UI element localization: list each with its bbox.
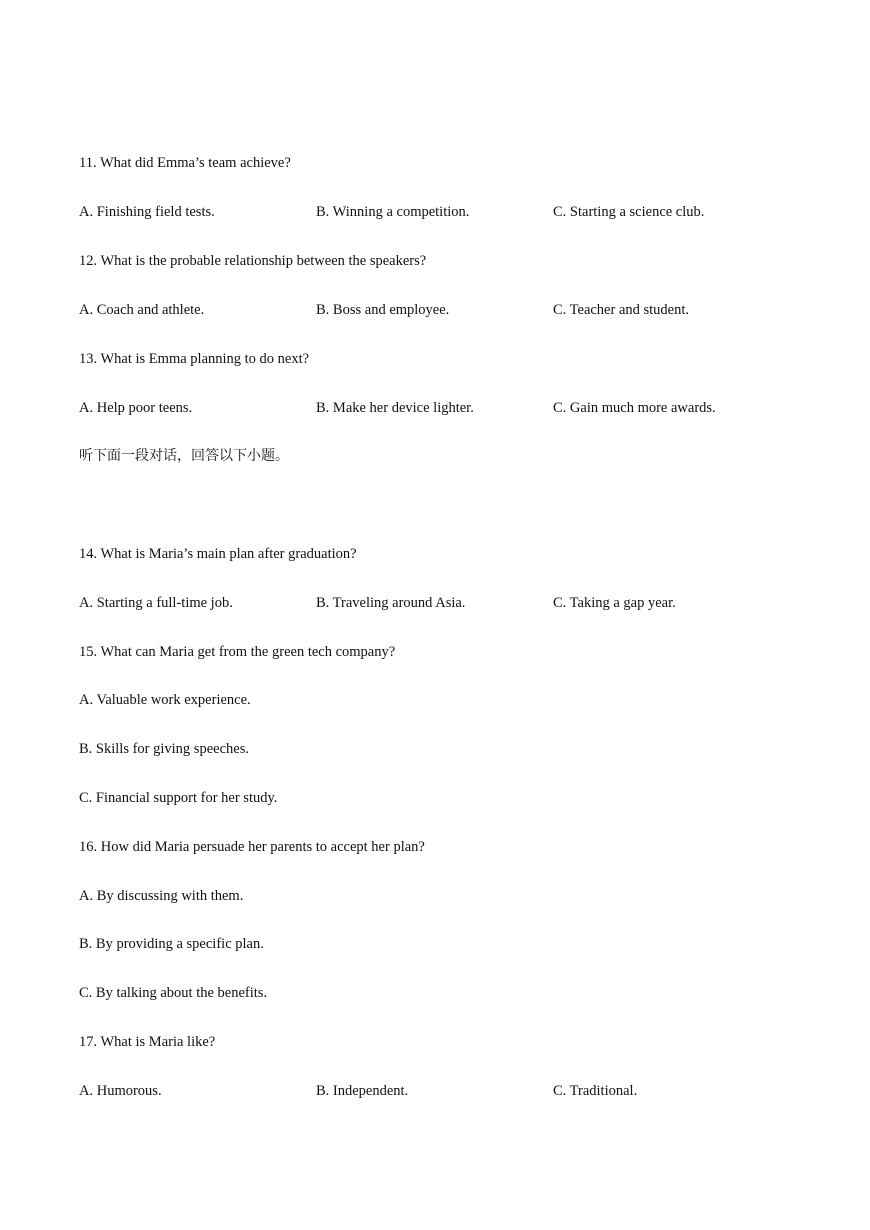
question-12-stem: 12. What is the probable relationship between the speakers?	[79, 253, 427, 269]
question-14-stem: 14. What is Maria’s main plan after graduation?	[79, 546, 357, 562]
question-17-stem: 17. What is Maria like?	[79, 1034, 216, 1050]
question-15-option-c: C. Financial support for her study.	[79, 790, 278, 806]
question-13-stem: 13. What is Emma planning to do next?	[79, 351, 310, 367]
question-14-option-b: B. Traveling around Asia.	[316, 595, 466, 611]
question-15-option-b: B. Skills for giving speeches.	[79, 741, 249, 757]
question-17-option-a: A. Humorous.	[79, 1083, 162, 1099]
question-12-option-a: A. Coach and athlete.	[79, 302, 205, 318]
question-11-option-b: B. Winning a competition.	[316, 204, 470, 220]
question-11-option-c: C. Starting a science club.	[553, 204, 705, 220]
question-15-option-a: A. Valuable work experience.	[79, 692, 251, 708]
question-14-option-c: C. Taking a gap year.	[553, 595, 676, 611]
question-15-stem: 15. What can Maria get from the green tech company?	[79, 644, 396, 660]
question-13-option-b: B. Make her device lighter.	[316, 400, 474, 416]
question-17-option-c: C. Traditional.	[553, 1083, 638, 1099]
question-12-option-c: C. Teacher and student.	[553, 302, 690, 318]
question-11-stem: 11. What did Emma’s team achieve?	[79, 155, 291, 171]
question-17-option-b: B. Independent.	[316, 1083, 409, 1099]
question-13-option-a: A. Help poor teens.	[79, 400, 193, 416]
question-16-stem: 16. How did Maria persuade her parents to accept her plan?	[79, 839, 425, 855]
question-14-option-a: A. Starting a full-time job.	[79, 595, 233, 611]
question-11-option-a: A. Finishing field tests.	[79, 204, 215, 220]
question-16-option-c: C. By talking about the benefits.	[79, 985, 268, 1001]
question-16-option-a: A. By discussing with them.	[79, 888, 244, 904]
question-12-option-b: B. Boss and employee.	[316, 302, 450, 318]
question-13-option-c: C. Gain much more awards.	[553, 400, 716, 416]
listening-instruction: 听下面一段对话，回答以下小题。	[79, 448, 289, 464]
question-16-option-b: B. By providing a specific plan.	[79, 936, 264, 952]
